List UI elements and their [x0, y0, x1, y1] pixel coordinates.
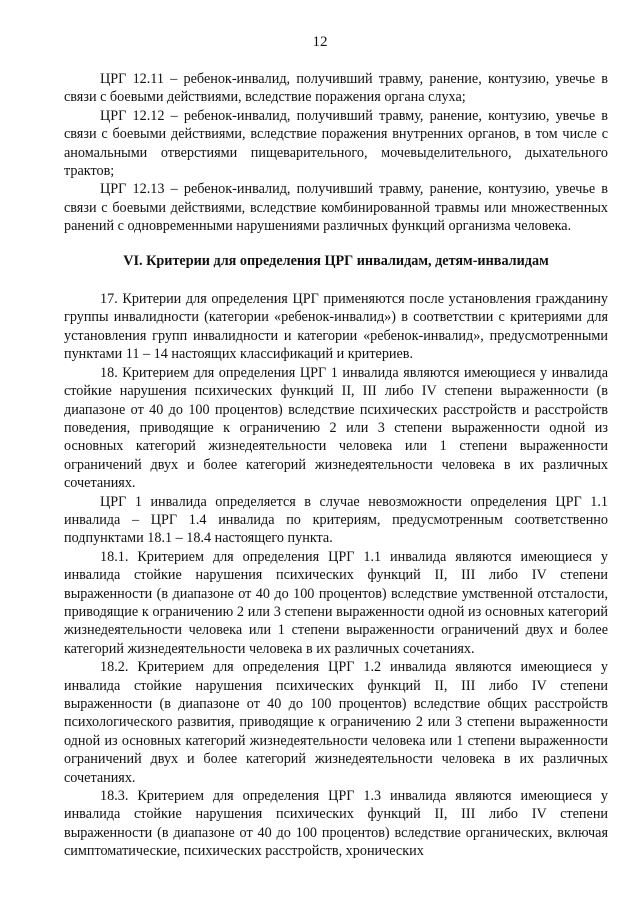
document-body: [64, 70, 608, 861]
page-number: 12: [312, 34, 328, 50]
paragraph-crg-1: ЦРГ 1 инвалида определяется в случае невозможности определения ЦРГ 1.1 инвалида – ЦРГ 1.4 инвалида по критериям, предусмотренным соответственно подпунктами 18.1 – 18.4 настоящего пункта.: [64, 493, 608, 547]
paragraph-crg-12-13: ЦРГ 12.13 – ребенок-инвалид, получивший травму, ранение, контузию, увечье в связи с боевыми действиями, вследствие комбинированной травмы или множественных ранений с одновременными нарушениями различных функций организма человека.: [64, 181, 608, 235]
paragraph-crg-12-11: ЦРГ 12.11 – ребенок-инвалид, получивший травму, ранение, контузию, увечье в связи с боевыми действиями, вследствие поражения органа слуха;: [64, 71, 608, 106]
paragraph-18-3: 18.3. Критерием для определения ЦРГ 1.3 инвалида являются имеющиеся у инвалида стойкие нарушения психических функций II, III либо IV степени выраженности (в диапазоне от 40 до 100 процентов) вследствие органических, включая симптоматические, психических расстройств, хронических: [64, 788, 608, 860]
paragraph-18-2: 18.2. Критерием для определения ЦРГ 1.2 инвалида являются имеющиеся у инвалида стойкие нарушения психических функций II, III либо IV степени выраженности (в диапазоне от 40 до 100 процентов) вследствие общих расстройств психологического развития, приводящие к ограничению 2 или 3 степени выраженности одной из основных категорий жизнедеятельности человека или 1 степени выраженности ограничений двух и более категорий жизнедеятельности человека в их различных сочетаниях.: [64, 659, 608, 786]
section-heading: VI. Критерии для определения ЦРГ инвалидам, детям-инвалидам: [123, 252, 549, 269]
paragraph-17: 17. Критерии для определения ЦРГ применяются после установления гражданину группы инвалидности (категории «ребенок-инвалид») в соответствии с критериями для установления групп инвалидности и категории «ребенок-инвалид», предусмотренными пунктами 11 – 14 настоящих классификаций и критериев.: [64, 291, 608, 363]
paragraph-18-1: 18.1. Критерием для определения ЦРГ 1.1 инвалида являются имеющиеся у инвалида стойкие нарушения психических функций II, III либо IV степени выраженности (в диапазоне от 40 до 100 процентов) вследствие умственной отсталости, приводящие к ограничению 2 или 3 степени выраженности одной из основных категорий жизнедеятельности человека или 1 степени выраженности ограничений двух и более категорий жизнедеятельности человека в их различных сочетаниях.: [64, 548, 608, 657]
paragraph-crg-12-12: ЦРГ 12.12 – ребенок-инвалид, получивший травму, ранение, контузию, увечье в связи с боевыми действиями, вследствие поражения внутренних органов, в том числе с аномальными отверстиями пищеварительного, мочевыделительного, дыхательного трактов;: [64, 107, 608, 180]
paragraph-18: 18. Критерием для определения ЦРГ 1 инвалида являются имеющиеся у инвалида стойкие нарушения психических функций II, III либо IV степени выраженности (в диапазоне от 40 до 100 процентов) вследствие психических расстройств и расстройств поведения, приводящие к ограничению 2 или 3 степени выраженности одной из основных категорий жизнедеятельности человека или 1 степени выраженности ограничений двух и более категорий жизнедеятельности человека в их различных сочетаниях.: [64, 364, 608, 492]
